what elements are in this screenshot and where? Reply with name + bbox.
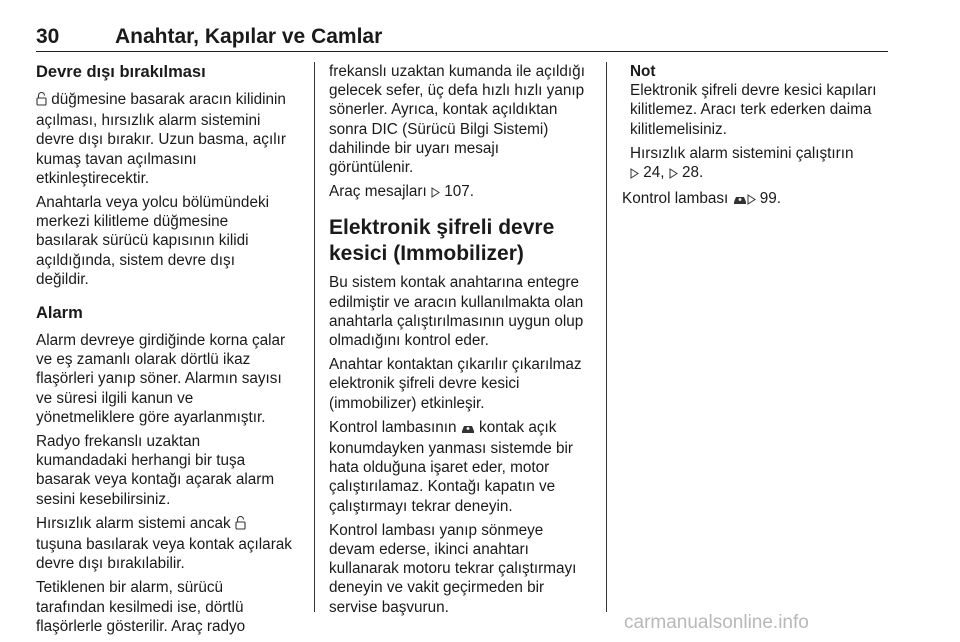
paragraph: Elektronik şifreli devre kesici kapıları kilitlemez. Aracı terk ederken daima kilitlemelisiniz. <box>630 82 877 138</box>
column-divider <box>314 62 315 612</box>
car-key-icon <box>461 420 475 439</box>
heading-immobilizer: Elektronik şifreli devre kesici (Immobilizer) <box>329 216 555 266</box>
paragraph: Alarm devreye girdiğinde korna çalar ve eş zamanlı olarak dörtlü ikaz flaşörleri yanıp söner. Alarmın sayısı ve süresi ilgili kanun ve yönetmeliklere göre ayarlanmıştır. <box>36 332 286 426</box>
paragraph: frekanslı uzaktan kumanda ile açıldığı gelecek sefer, üç defa hızlı hızlı yanıp sönerler. Ayrıca, kontak açıldıktan sonra DIC (Sürücü Bilgi Sistemi) dahilinde bir uyarı mesajı görüntülenir. <box>329 63 585 177</box>
page-header <box>36 25 888 52</box>
paragraph: Kontrol lambası 99. <box>622 189 888 210</box>
heading-alarm: Alarm <box>36 304 83 323</box>
chapter-title: Anahtar, Kapılar ve Camlar <box>115 25 383 48</box>
column-divider <box>606 62 607 612</box>
padlock-open-icon <box>235 516 246 535</box>
page-number: 30 <box>36 25 60 48</box>
paragraph: Kontrol lambasının kontak açık konumdayken yanması sistemde bir hata olduğuna işaret eder, motor çalıştırılamaz. Kontağı kapatın ve çalıştırmayı tekrar deneyin. <box>329 418 574 515</box>
note-title: Not <box>630 63 656 80</box>
triangle-right-icon <box>630 165 639 184</box>
triangle-right-icon <box>747 191 756 210</box>
column-3 <box>622 62 888 215</box>
paragraph: Bu sistem kontak anahtarına entegre edilmiştir ve aracın kullanılmakta olan anahtarla çalıştırılmasının uygun olup olmadığını kontrol eder. <box>329 274 584 350</box>
paragraph: Anahtar kontaktan çıkarılır çıkarılmaz elektronik şifreli devre kesici (immobilizer) etkinleşir. <box>329 356 582 412</box>
paragraph: Anahtarla veya yolcu bölümündeki merkezi kilitleme düğmesine basılarak sürücü kapısının kilidi açıldığında, sistem devre dışı değildir. <box>36 194 269 288</box>
column-1 <box>36 62 304 641</box>
car-key-icon <box>733 191 747 210</box>
paragraph: düğmesine basarak aracın kilidinin açılması, hırsızlık alarm sistemini devre dışı bırakır. Uzun basma, açılır kumaş tavan açılmasını etkinleştirecektir. <box>36 91 286 187</box>
paragraph: Hırsızlık alarm sistemini çalıştırın 24, 28. <box>630 144 888 184</box>
triangle-right-icon <box>669 165 678 184</box>
paragraph: Araç mesajları 107. <box>329 182 593 203</box>
paragraph: Kontrol lambası yanıp sönmeye devam ederse, ikinci anahtarı kullanarak motoru tekrar çalıştırmayı deneyin ve vakit geçirmeden bir servise başvurun. <box>329 521 577 616</box>
padlock-open-icon <box>36 92 47 111</box>
note-box <box>622 62 888 184</box>
heading-deactivation: Devre dışı bırakılması <box>36 63 206 81</box>
triangle-right-icon <box>431 184 440 203</box>
paragraph: Hırsızlık alarm sistemi ancak tuşuna basılarak veya kontak açılarak devre dışı bırakılabilir. <box>36 514 292 573</box>
watermark: carmanualsonline.info <box>624 612 809 633</box>
paragraph: Radyo frekanslı uzaktan kumandadaki herhangi bir tuşa basarak veya kontağı açarak alarm sesini kesebilirsiniz. <box>36 433 275 508</box>
column-2 <box>329 62 593 622</box>
paragraph: Tetiklenen bir alarm, sürücü tarafından kesilmedi ise, dörtlü flaşörlerle gösterilir. Araç radyo <box>36 579 246 635</box>
